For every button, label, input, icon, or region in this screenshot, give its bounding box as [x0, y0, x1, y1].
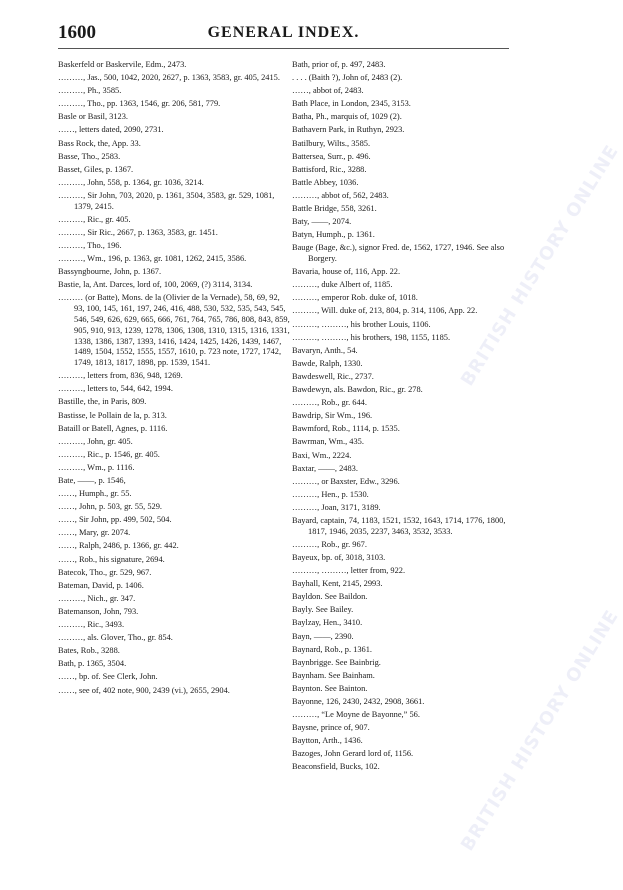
- index-entry: ………, Sir John, 703, 2020, p. 1361, 3504, 3583, gr. 529, 1081, 1379, 2415.: [58, 190, 275, 211]
- index-entry: ………, als. Glover, Tho., gr. 854.: [58, 633, 173, 643]
- index-entry: ………, or Baxster, Edw., 3296.: [292, 476, 400, 486]
- index-entry: Bate, ——, p. 1546,: [58, 476, 126, 486]
- index-entry: Baxtar, ——, 2483.: [292, 463, 358, 473]
- index-entry: ……, Humph., gr. 55.: [58, 489, 132, 499]
- index-entry: ………, Will. duke of, 213, 804, p. 314, 1106, App. 22.: [292, 306, 478, 316]
- index-entry: Baytton, Arth., 1436.: [292, 736, 363, 746]
- index-entry: Bawmford, Rob., 1114, p. 1535.: [292, 424, 400, 434]
- index-entry: ………, Tho., 196.: [58, 241, 122, 251]
- index-entry: Bavaryn, Anth., 54.: [292, 345, 358, 355]
- index-entry: Bastisse, le Pollain de la, p. 313.: [58, 410, 167, 420]
- index-entry: Bawde, Ralph, 1330.: [292, 358, 363, 368]
- index-entry: ………, ………, letter from, 922.: [292, 566, 406, 576]
- index-entry: Bath, prior of, p. 497, 2483.: [292, 60, 386, 69]
- index-entry: . . . . (Baith ?), John of, 2483 (2).: [292, 73, 403, 83]
- index-entry: ………, letters to, 544, 642, 1994.: [58, 384, 173, 394]
- index-entry: ……, bp. of. See Clerk, John.: [58, 672, 158, 682]
- index-entry: Bastie, la, Ant. Darces, lord of, 100, 2069, (?) 3114, 3134.: [58, 280, 253, 290]
- index-entry: ………, John, gr. 405.: [58, 436, 133, 446]
- index-entry: ………, Rob., gr. 644.: [292, 398, 367, 408]
- index-entry: ………, abbot of, 562, 2483.: [292, 190, 389, 200]
- index-entry: ……, John, p. 503, gr. 55, 529.: [58, 502, 162, 512]
- index-entry: ………, Ric., p. 1546, gr. 405.: [58, 449, 160, 459]
- page-number: 1600: [58, 22, 96, 43]
- index-entry: ………, Wm., p. 1116.: [58, 462, 135, 472]
- index-entry: ……, abbot of, 2483.: [292, 86, 364, 96]
- index-entry: ………, Rob., gr. 967.: [292, 539, 367, 549]
- index-entry: ……… (or Batte), Mons. de la (Olivier de la Vernade), 58, 69, 92, 93, 100, 145, 161, 197, 246, 416, 488, 530, 532, 535, 543, 545, 546, 549, 626, 629, 665, 666, 761, 764, 765, 786, 808, 843, 859, 905, 910, 913, 1239, 1278, 1306, 1308, 1310, 1315, 1316, 1331, 1338, 1386, 1387, 1393, 1416, 1424, 1425, 1426, 1439, 1467, 1489, 1504, 1552, 1555, 1557, 1610, p. 723 note, 1727, 1742, 1749, 1813, 1817, 1898, pp. 1539, 1541.: [58, 293, 290, 368]
- index-entry: ………, duke Albert of, 1185.: [292, 280, 393, 290]
- index-entry: Battle Abbey, 1036.: [292, 177, 359, 187]
- index-entry: Bates, Rob., 3288.: [58, 646, 120, 656]
- index-entry: ………, ………, his brother Louis, 1106.: [292, 319, 431, 329]
- index-entry: ………, Ric., gr. 405.: [58, 214, 131, 224]
- index-entry: Bauge (Bage, &c.), signor Fred. de, 1562, 1727, 1946. See also Borgery.: [292, 243, 505, 264]
- index-entry: Baynton. See Bainton.: [292, 683, 368, 693]
- index-entry: Battle Bridge, 558, 3261.: [292, 204, 377, 214]
- index-entry: Battisford, Ric., 3288.: [292, 164, 367, 174]
- index-entry: ………, Jas., 500, 1042, 2020, 2627, p. 1363, 3583, gr. 405, 2415.: [58, 73, 280, 83]
- page-header: [58, 22, 509, 44]
- index-entry: ………, Ric., 3493.: [58, 620, 125, 630]
- index-entry: Bath Place, in London, 2345, 3153.: [292, 99, 411, 109]
- index-column-right: [292, 60, 526, 776]
- index-entry: Baylzay, Hen., 3410.: [292, 618, 363, 628]
- index-entry: ………, “Le Moyne de Bayonne,” 56.: [292, 710, 420, 720]
- index-entry: Batilbury, Wilts., 3585.: [292, 138, 371, 148]
- index-entry: ………, emperor Rob. duke of, 1018.: [292, 293, 418, 303]
- watermark-lower: BRITISH HISTORY ONLINE: [456, 606, 623, 855]
- index-entry: Battersea, Surr., p. 496.: [292, 151, 371, 161]
- index-entry: ……, Sir John, pp. 499, 502, 504.: [58, 515, 172, 525]
- index-entry: Bazoges, John Gerard lord of, 1156.: [292, 749, 414, 759]
- index-entry: Basle or Basil, 3123.: [58, 112, 129, 122]
- running-title: GENERAL INDEX.: [207, 24, 360, 41]
- index-entry: ………, letters from, 836, 948, 1269.: [58, 371, 183, 381]
- index-entry: ……, see of, 402 note, 900, 2439 (vi.), 2655, 2904.: [58, 685, 230, 695]
- index-entry: Baty, ——, 2074.: [292, 217, 352, 227]
- index-entry: Bateman, David, p. 1406.: [58, 580, 144, 590]
- index-entry: Bath, p. 1365, 3504.: [58, 659, 127, 669]
- index-entry: ………, ………, his brothers, 198, 1155, 1185.: [292, 332, 451, 342]
- index-entry: Bayeux, bp. of, 3018, 3103.: [292, 552, 386, 562]
- index-entry: Bayard, captain, 74, 1183, 1521, 1532, 1643, 1714, 1776, 1800, 1817, 1946, 2035, 2237, 3463, 3532, 3533.: [292, 515, 506, 536]
- index-entry: ………, John, 558, p. 1364, gr. 1036, 3214.: [58, 177, 204, 187]
- index-entry: ………, Nich., gr. 347.: [58, 593, 136, 603]
- index-entry: Batha, Ph., marquis of, 1029 (2).: [292, 112, 402, 122]
- index-entry: Bataill or Batell, Agnes, p. 1116.: [58, 423, 168, 433]
- index-column-left: [58, 60, 292, 699]
- index-entry: Beaconsfield, Bucks, 102.: [292, 762, 380, 772]
- index-entry: ……, Mary, gr. 2074.: [58, 528, 131, 538]
- index-entry: Bawdrip, Sir Wm., 196.: [292, 411, 373, 421]
- index-entry: Bass Rock, the, App. 33.: [58, 138, 141, 148]
- header-rule: [58, 48, 509, 49]
- index-entry: Baxi, Wm., 2224.: [292, 450, 352, 460]
- index-entry: Bayhall, Kent, 2145, 2993.: [292, 579, 383, 589]
- index-entry: Bayldon. See Baildon.: [292, 592, 368, 602]
- index-entry: ………, Tho., pp. 1363, 1546, gr. 206, 581, 779.: [58, 99, 221, 109]
- index-entry: ………, Hen., p. 1530.: [292, 489, 369, 499]
- index-entry: Bayn, ——, 2390.: [292, 631, 354, 641]
- index-entry: ………, Wm., 196, p. 1363, gr. 1081, 1262, 2415, 3586.: [58, 254, 247, 264]
- index-entry: Batecok, Tho., gr. 529, 967.: [58, 567, 152, 577]
- index-entry: Bastille, the, in Paris, 809.: [58, 397, 147, 407]
- index-entry: Bathavern Park, in Ruthyn, 2923.: [292, 125, 405, 135]
- index-entry: Bawrman, Wm., 435.: [292, 437, 364, 447]
- index-entry: Baynard, Rob., p. 1361.: [292, 644, 373, 654]
- index-entry: Bayonne, 126, 2430, 2432, 2908, 3661.: [292, 697, 425, 706]
- index-entry: Batemanson, John, 793.: [58, 606, 139, 616]
- index-entry: Batyn, Humph., p. 1361.: [292, 230, 375, 240]
- index-entry: Bawdewyn, als. Bawdon, Ric., gr. 278.: [292, 385, 423, 395]
- index-entry: Baysne, prince of, 907.: [292, 723, 370, 733]
- index-entry: Bassyngbourne, John, p. 1367.: [58, 267, 162, 277]
- index-entry: ………, Sir Ric., 2667, p. 1363, 3583, gr. 1451.: [58, 227, 218, 237]
- index-entry: Baynbrigge. See Bainbrig.: [292, 657, 381, 667]
- index-entry: Bawdeswell, Ric., 2737.: [292, 371, 374, 381]
- index-entry: ……, letters dated, 2090, 2731.: [58, 125, 164, 135]
- index-entry: ………, Joan, 3171, 3189.: [292, 502, 381, 512]
- index-entry: Bayly. See Bailey.: [292, 605, 354, 615]
- watermark-upper: BRITISH HISTORY ONLINE: [456, 141, 623, 390]
- index-entry: Baskerfeld or Baskervile, Edm., 2473.: [58, 60, 187, 69]
- index-entry: Bavaria, house of, 116, App. 22.: [292, 267, 401, 277]
- index-entry: ……, Ralph, 2486, p. 1366, gr. 442.: [58, 541, 179, 551]
- index-entry: Basse, Tho., 2583.: [58, 151, 121, 161]
- index-entry: ………, Ph., 3585.: [58, 86, 122, 96]
- index-entry: Basset, Giles, p. 1367.: [58, 164, 134, 174]
- index-entry: Baynham. See Bainham.: [292, 670, 375, 680]
- index-entry: ……, Rob., his signature, 2694.: [58, 554, 165, 564]
